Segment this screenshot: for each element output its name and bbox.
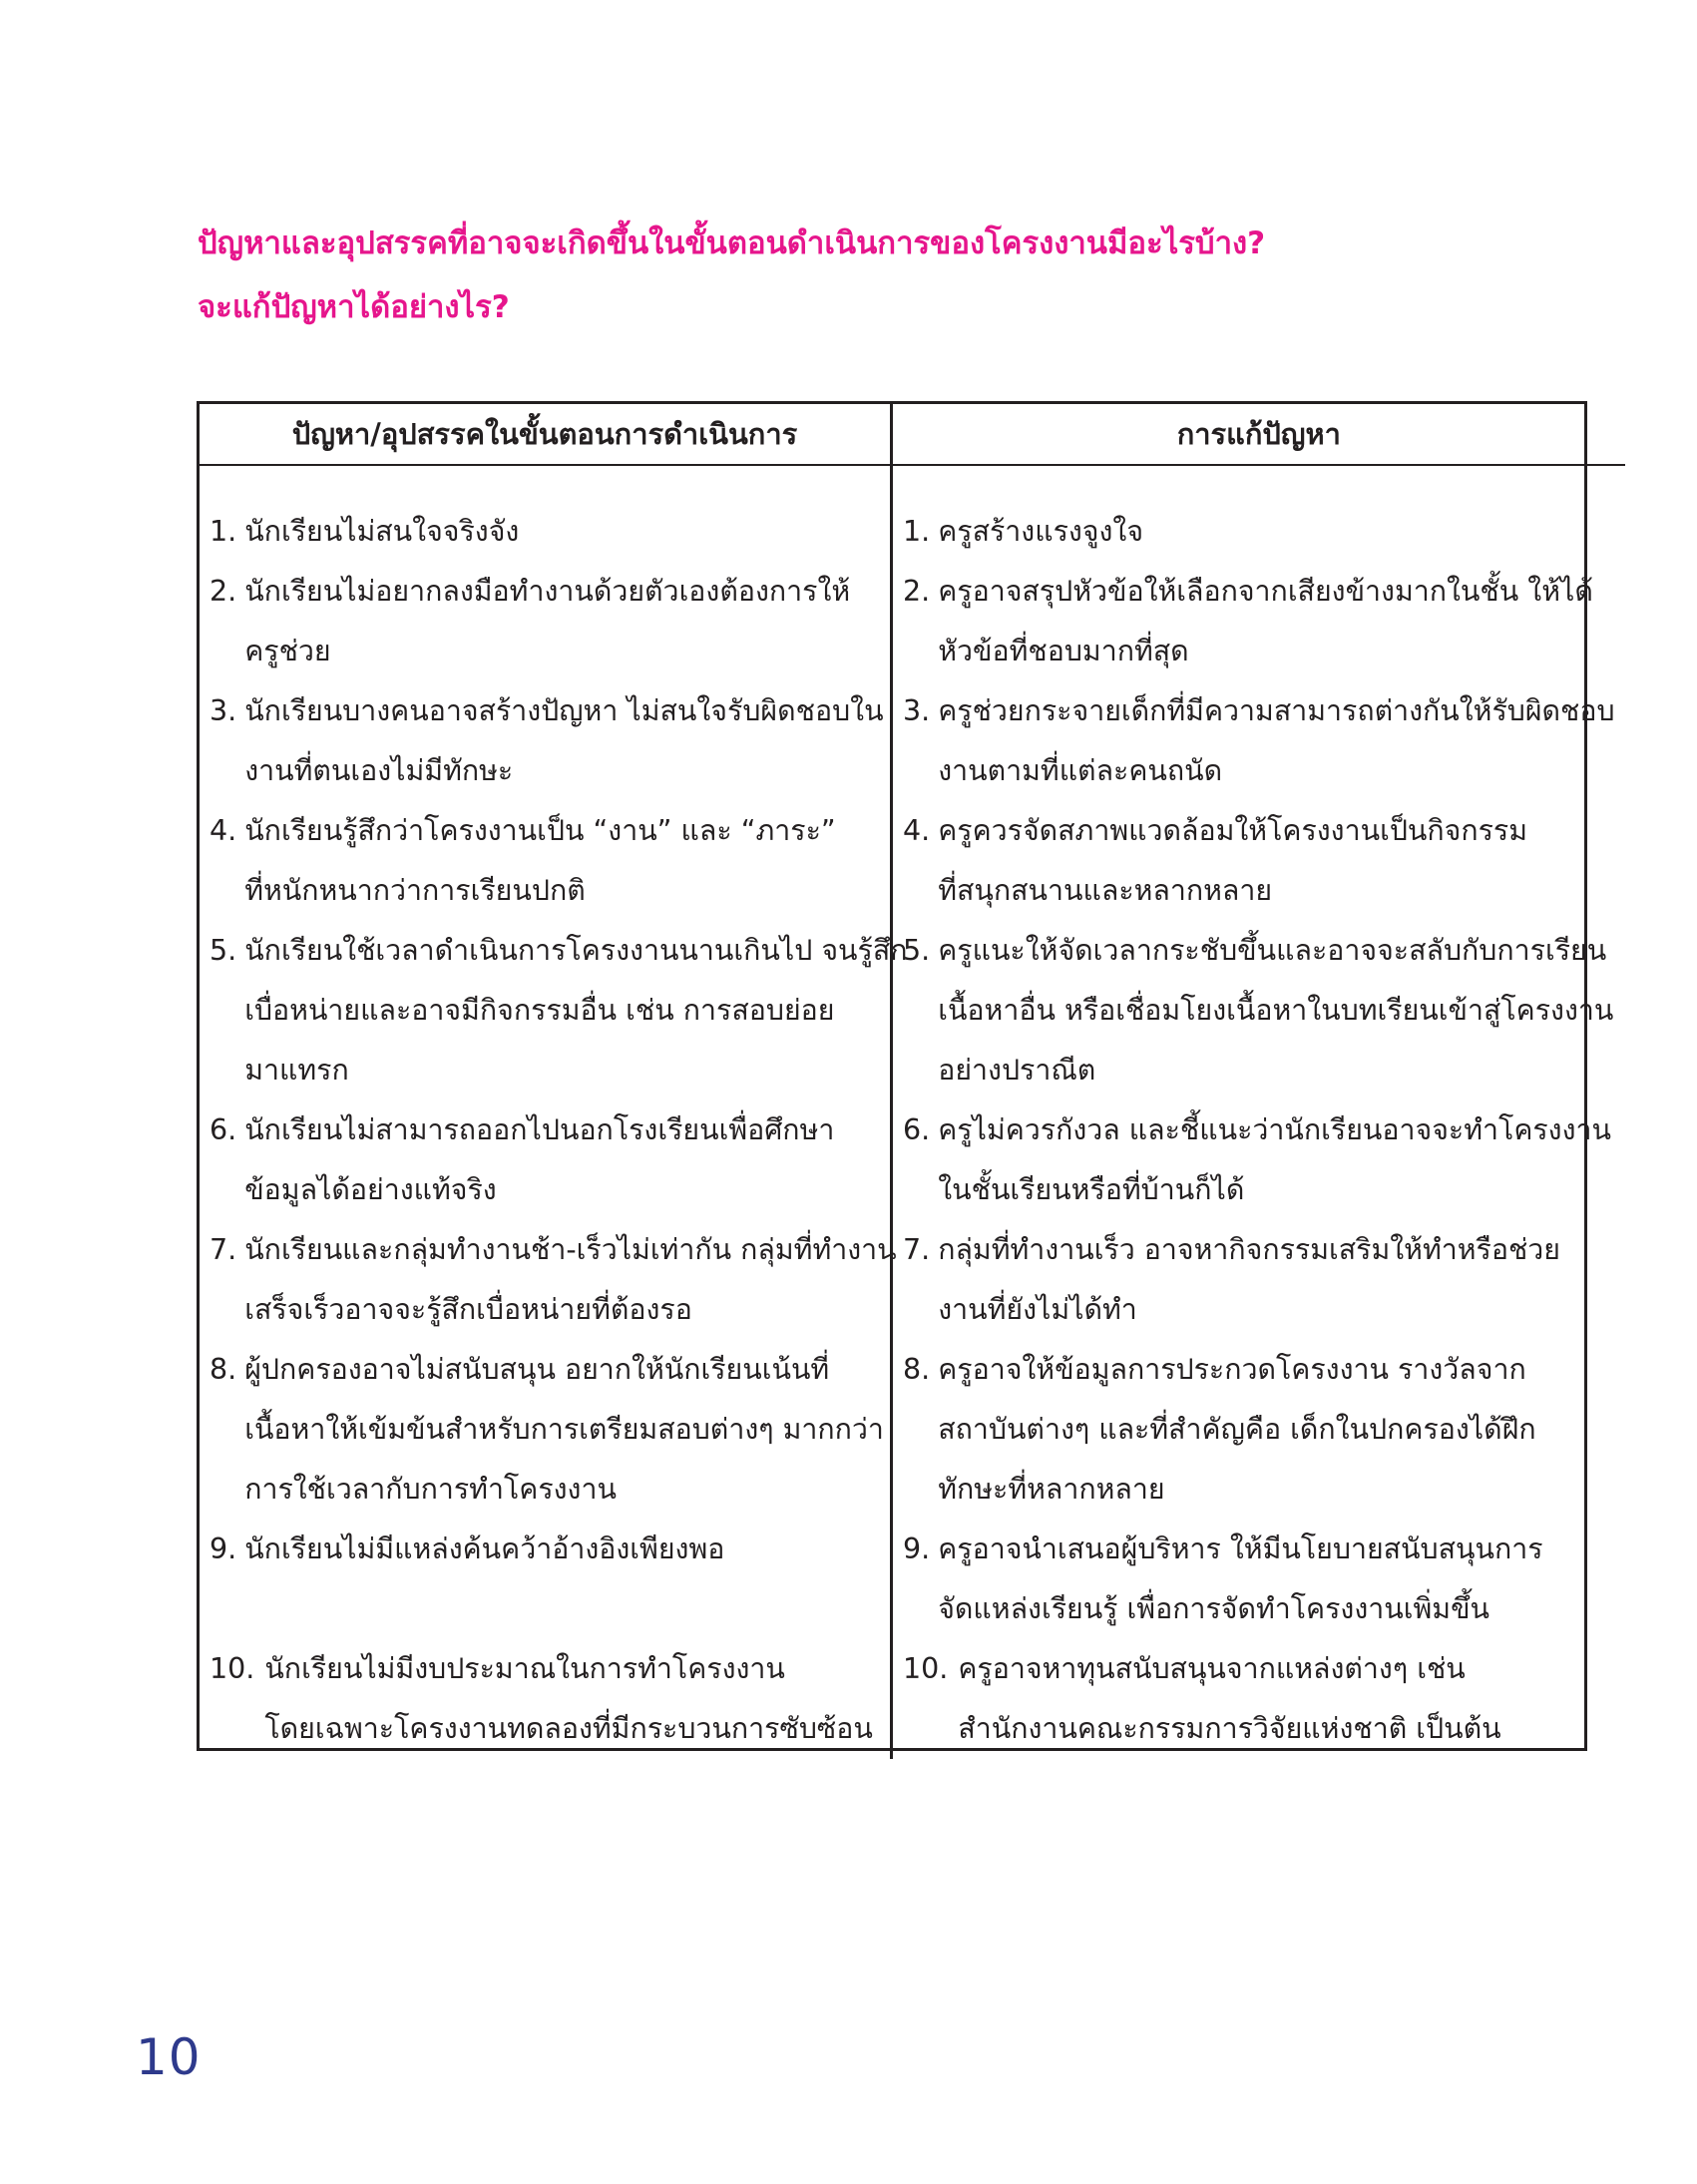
problem-item-text: [244, 562, 880, 681]
solution-item-line: เนื้อหาอื่น หรือเชื่อมโยงเนื้อหาในบทเรียนเข้าสู่โครงงาน: [938, 994, 1614, 1027]
solution-item-number: 7.: [903, 1233, 931, 1266]
problem-item-line: นักเรียนบางคนอาจสร้างปัญหา ไม่สนใจรับผิดชอบใน: [244, 694, 884, 727]
solution-item-number: 9.: [903, 1532, 931, 1565]
solutions-list: [893, 466, 1625, 1759]
problem-item-line: ผู้ปกครองอาจไม่สนับสนุน อยากให้นักเรียนเน้นที่: [244, 1353, 830, 1386]
solution-item-9: [903, 1520, 1615, 1639]
problem-item-5: [210, 921, 908, 1100]
solution-item-line: หัวข้อที่ชอบมากที่สุด: [938, 635, 1189, 667]
problem-item-line: นักเรียนไม่สนใจจริงจัง: [244, 515, 520, 548]
problem-item-line: งานที่ตนเองไม่มีทักษะ: [244, 754, 514, 787]
problem-item-line: เบื่อหน่ายและอาจมีกิจกรรมอื่น เช่น การสอบย่อย: [244, 994, 835, 1027]
problem-item-text: [244, 1220, 896, 1340]
solution-item-line: ครูอาจหาทุนสนับสนุนจากแหล่งต่างๆ เช่น: [958, 1652, 1466, 1685]
problem-item-line: นักเรียนและกลุ่มทำงานช้า-เร็วไม่เท่ากัน กลุ่มที่ทำงาน: [244, 1233, 897, 1266]
problem-item-text: [244, 681, 883, 801]
problem-item-line: ข้อมูลได้อย่างแท้จริง: [244, 1173, 497, 1206]
solution-item-line: ครูไม่ควรกังวล และชี้แนะว่านักเรียนอาจจะทำโครงงาน: [938, 1113, 1612, 1146]
problem-item-6: [210, 1100, 880, 1220]
problem-item-text: [244, 921, 907, 1100]
solution-item-line: ที่สนุกสนานและหลากหลาย: [938, 874, 1273, 907]
solution-item-text: [938, 1340, 1614, 1520]
problem-item-text: [264, 1639, 880, 1759]
problem-item-number: 9.: [210, 1532, 237, 1565]
problems-column-header: ปัญหา/อุปสรรคในขั้นตอนการดำเนินการ: [200, 404, 893, 466]
solution-item-line: สำนักงานคณะกรรมการวิจัยแห่งชาติ เป็นต้น: [958, 1712, 1501, 1745]
solutions-column-header: การแก้ปัญหา: [893, 404, 1625, 466]
solution-item-line: กลุ่มที่ทำงานเร็ว อาจหากิจกรรมเสริมให้ทำหรือช่วย: [938, 1233, 1561, 1266]
solution-item-number: 2.: [903, 575, 931, 608]
problem-item-8: [210, 1340, 884, 1520]
heading-line-2: จะแก้ปัญหาได้อย่างไร?: [198, 289, 510, 325]
problem-item-line: นักเรียนไม่อยากลงมือทำงานด้วยตัวเองต้องการให้: [244, 575, 851, 608]
solution-item-text: [938, 681, 1614, 801]
problem-item-number: 10.: [210, 1652, 255, 1685]
solution-item-5: [903, 921, 1615, 1100]
solution-item-line: ทักษะที่หลากหลาย: [938, 1473, 1165, 1506]
page-heading: [198, 212, 1594, 339]
solution-item-line: ครูอาจให้ข้อมูลการประกวดโครงงาน รางวัลจาก: [938, 1353, 1526, 1386]
problem-item-number: 1.: [210, 515, 237, 548]
problem-item-number: 7.: [210, 1233, 237, 1266]
solution-item-line: ครูอาจนำเสนอผู้บริหาร ให้มีนโยบายสนับสนุนการ: [938, 1532, 1543, 1565]
problem-item-number: 2.: [210, 575, 237, 608]
solution-item-line: ครูอาจสรุปหัวข้อให้เลือกจากเสียงข้างมากในชั้น ให้ได้: [938, 575, 1593, 608]
problem-item-line: [244, 1579, 880, 1639]
solution-item-line: จัดแหล่งเรียนรู้ เพื่อการจัดทำโครงงานเพิ่มขึ้น: [938, 1592, 1490, 1625]
solution-item-text: [958, 1639, 1614, 1759]
problem-item-line: เสร็จเร็วอาจจะรู้สึกเบื่อหน่ายที่ต้องรอ: [244, 1293, 692, 1326]
problem-item-10: [210, 1639, 880, 1759]
solution-item-text: [938, 801, 1614, 921]
problem-item-1: [210, 502, 880, 562]
solution-item-line: งานที่ยังไม่ได้ทำ: [938, 1293, 1137, 1326]
solution-item-number: 6.: [903, 1113, 931, 1146]
problem-item-number: 5.: [210, 934, 237, 967]
problem-item-2: [210, 562, 880, 681]
problem-item-line: โดยเฉพาะโครงงานทดลองที่มีกระบวนการซับซ้อน: [264, 1712, 873, 1745]
problem-item-line: นักเรียนไม่มีงบประมาณในการทำโครงงาน: [264, 1652, 785, 1685]
solution-item-text: [938, 502, 1614, 562]
solution-item-4: [903, 801, 1615, 921]
problem-item-4: [210, 801, 880, 921]
problem-item-line: ที่หนักหนากว่าการเรียนปกติ: [244, 874, 586, 907]
solution-item-6: [903, 1100, 1615, 1220]
solution-item-text: [938, 1520, 1614, 1639]
solution-item-text: [938, 562, 1614, 681]
solution-item-number: 1.: [903, 515, 931, 548]
solution-item-line: สถาบันต่างๆ และที่สำคัญคือ เด็กในปกครองได้ฝึก: [938, 1413, 1536, 1446]
problem-item-number: 4.: [210, 814, 237, 847]
solution-item-number: 5.: [903, 934, 931, 967]
problem-item-text: [244, 1100, 880, 1220]
solution-item-number: 3.: [903, 694, 931, 727]
problem-item-line: การใช้เวลากับการทำโครงงาน: [244, 1473, 617, 1506]
problem-item-9: [210, 1520, 880, 1639]
solution-item-line: ครูช่วยกระจายเด็กที่มีความสามารถต่างกันให้รับผิดชอบ: [938, 694, 1615, 727]
solution-item-10: [903, 1639, 1615, 1759]
problem-item-7: [210, 1220, 897, 1340]
problem-item-3: [210, 681, 884, 801]
solution-item-line: ในชั้นเรียนหรือที่บ้านก็ได้: [938, 1173, 1245, 1206]
solution-item-line: ครูสร้างแรงจูงใจ: [938, 515, 1144, 548]
problem-item-line: เนื้อหาให้เข้มข้นสำหรับการเตรียมสอบต่างๆ มากกว่า: [244, 1413, 884, 1446]
page-number: 10: [136, 2028, 202, 2086]
problem-item-number: 8.: [210, 1353, 237, 1386]
problem-item-line: นักเรียนรู้สึกว่าโครงงานเป็น “งาน” และ “ภาระ”: [244, 814, 836, 847]
problem-item-text: [244, 801, 880, 921]
problem-item-line: ครูช่วย: [244, 635, 331, 667]
solution-item-line: อย่างปราณีต: [938, 1054, 1096, 1087]
solution-item-text: [938, 921, 1614, 1100]
problem-item-line: นักเรียนไม่สามารถออกไปนอกโรงเรียนเพื่อศึกษา: [244, 1113, 835, 1146]
solution-item-line: ครูแนะให้จัดเวลากระชับขึ้นและอาจจะสลับกับการเรียน: [938, 934, 1607, 967]
problem-item-line: นักเรียนไม่มีแหล่งค้นคว้าอ้างอิงเพียงพอ: [244, 1532, 725, 1565]
problem-item-text: [244, 1340, 884, 1520]
solution-item-number: 8.: [903, 1353, 931, 1386]
solution-item-text: [938, 1220, 1614, 1340]
heading-line-1: ปัญหาและอุปสรรคที่อาจจะเกิดขึ้นในขั้นตอนดำเนินการของโครงงานมีอะไรบ้าง?: [198, 225, 1266, 261]
problem-item-line: นักเรียนใช้เวลาดำเนินการโครงงานนานเกินไป จนรู้สึก: [244, 934, 908, 967]
solution-item-text: [938, 1100, 1614, 1220]
problems-list: [200, 466, 908, 1759]
solution-item-1: [903, 502, 1615, 562]
solution-item-2: [903, 562, 1615, 681]
problem-item-line: มาแทรก: [244, 1054, 349, 1087]
solution-item-number: 4.: [903, 814, 931, 847]
solution-item-line: ครูควรจัดสภาพแวดล้อมให้โครงงานเป็นกิจกรรม: [938, 814, 1528, 847]
solution-item-7: [903, 1220, 1615, 1340]
solution-item-line: งานตามที่แต่ละคนถนัด: [938, 754, 1223, 787]
solution-item-3: [903, 681, 1615, 801]
problems-solutions-table: [197, 401, 1615, 1751]
problem-item-text: [244, 502, 880, 562]
problem-item-text: [244, 1520, 880, 1639]
problem-item-number: 6.: [210, 1113, 237, 1146]
solution-item-8: [903, 1340, 1615, 1520]
solution-item-number: 10.: [903, 1652, 949, 1685]
problem-item-number: 3.: [210, 694, 237, 727]
